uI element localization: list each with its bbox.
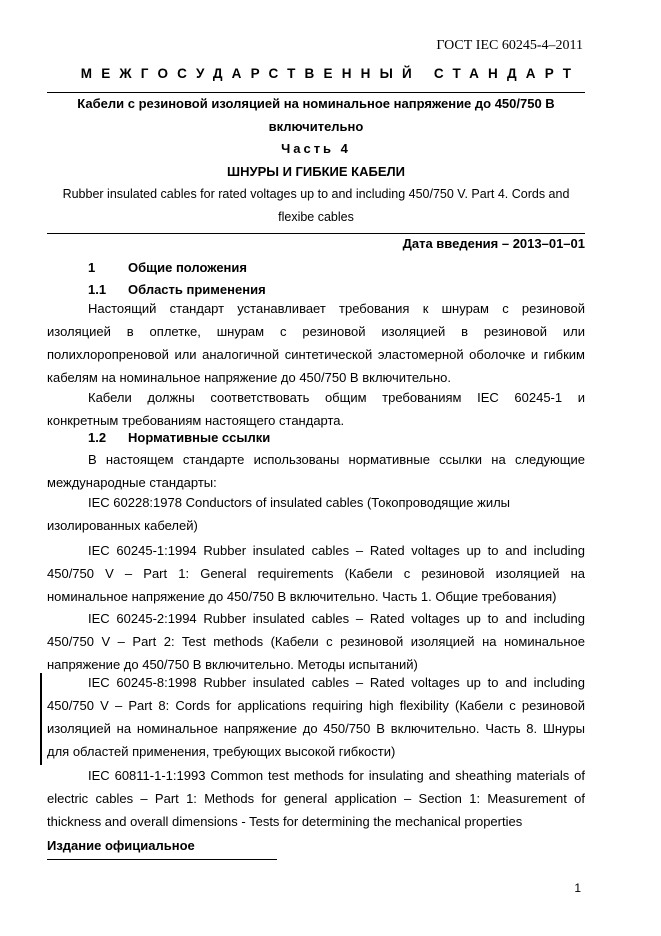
text-line: IEC 60228:1978 Conductors of insulated cables (Токопроводящие жилы [88, 495, 511, 510]
title-ru-line2: включительно [268, 119, 364, 134]
text-line: изоляцией в оплетке, шнурам с резиновой изоляцией в резиновой или [47, 324, 585, 339]
subtitle: ШНУРЫ И ГИБКИЕ КАБЕЛИ [227, 164, 405, 179]
title-ru-line1: Кабели с резиновой изоляцией на номинальное напряжение до 450/750 В [77, 96, 555, 111]
introduction-date: Дата введения – 2013–01–01 [402, 236, 585, 251]
section-1-1-heading [88, 282, 266, 297]
text-line: thickness and overall dimensions - Tests for determining the mechanical properties [47, 814, 523, 829]
text-line: 450/750 V – Part 2: Test methods (Кабели с резиновой изоляцией на номинальное [47, 634, 585, 649]
title-en-line1: Rubber insulated cables for rated voltages up to and including 450/750 V. Part 4. Cords and [62, 187, 570, 201]
section-1-2-heading [88, 430, 270, 445]
text-line: изолированных кабелей) [47, 518, 198, 533]
reference-iec-60245-1 [47, 539, 585, 608]
text-line: напряжение до 450/750 В включительно. Методы испытаний) [47, 657, 418, 672]
section-number: 1.1 [88, 282, 107, 297]
edition-label: Издание официальное [47, 838, 195, 853]
reference-iec-60245-8 [47, 671, 585, 763]
text-line: полихлоропреновой или аналогичной синтетической эластомерной оболочке и гибким [47, 347, 585, 362]
text-line: 450/750 V – Part 1: General requirements (Кабели с резиновой изоляцией на [47, 566, 585, 581]
scope-paragraph-1 [47, 297, 585, 389]
refs-intro-paragraph [47, 448, 585, 494]
section-number: 1 [88, 260, 96, 275]
text-line: electric cables – Part 1: Methods for general application – Section 1: Measurement of [47, 791, 585, 806]
text-line: конкретным требованиям настоящего стандарта. [47, 413, 345, 428]
text-line: изоляцией на номинальное напряжение до 450/750 В включительно. Часть 8. Шнуры [47, 721, 585, 736]
standard-title: МЕЖГОСУДАРСТВЕННЫЙ СТАНДАРТ [80, 66, 581, 81]
text-line: кабелям на номинальное напряжение до 450/750 В включительно. [47, 370, 452, 385]
title-en-line2: flexibe cables [278, 210, 354, 224]
revision-bar [40, 673, 42, 765]
section-title: Нормативные ссылки [128, 430, 271, 445]
text-line: IEC 60245-1:1994 Rubber insulated cables – Rated voltages up to and including [88, 543, 585, 558]
text-line: номинальное напряжение до 450/750 В включительно. Часть 1. Общие требования) [47, 589, 557, 604]
part-label: Часть 4 [281, 141, 351, 156]
text-line: 450/750 V – Part 8: Cords for applications requiring high flexibility (Кабели с резиновой [47, 698, 585, 713]
title-bottom-rule [47, 233, 585, 234]
reference-iec-60245-2 [47, 607, 585, 676]
document-code: ГОСТ IEC 60245-4–2011 [436, 38, 583, 53]
text-line: IEC 60245-8:1998 Rubber insulated cables – Rated voltages up to and including [88, 675, 585, 690]
scope-paragraph-2 [47, 386, 585, 432]
page-number: 1 [574, 881, 581, 895]
text-line: международные стандарты: [47, 475, 217, 490]
text-line: В настоящем стандарте использованы нормативные ссылки на следующие [88, 452, 585, 467]
text-line: для областей применения, требующих высокой гибкости) [47, 744, 396, 759]
section-title: Область применения [128, 282, 266, 297]
reference-iec-60228 [47, 491, 585, 537]
reference-iec-60811-1-1 [47, 764, 585, 833]
section-number: 1.2 [88, 430, 107, 445]
footer-rule [47, 859, 277, 860]
section-1-heading [88, 260, 247, 275]
text-line: IEC 60811-1-1:1993 Common test methods for insulating and sheathing materials of [88, 768, 585, 783]
text-line: Настоящий стандарт устанавливает требования к шнурам с резиновой [88, 301, 585, 316]
text-line: Кабели должны соответствовать общим требованиям IEC 60245-1 и [88, 390, 585, 405]
text-line: IEC 60245-2:1994 Rubber insulated cables – Rated voltages up to and including [88, 611, 585, 626]
title-top-rule [47, 92, 585, 93]
section-title: Общие положения [128, 260, 247, 275]
